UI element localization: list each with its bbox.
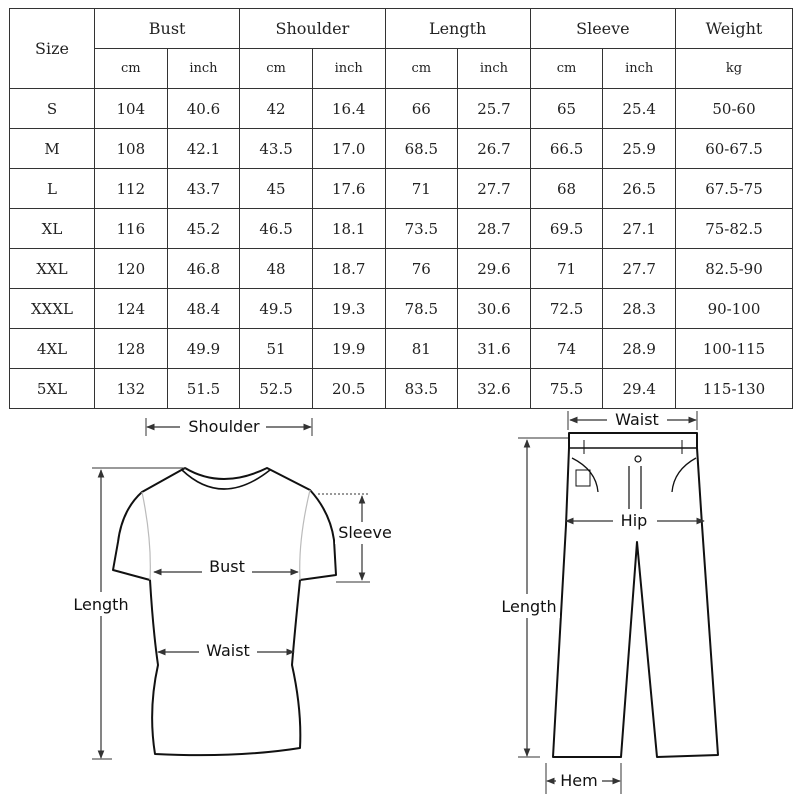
table-cell: 69.5	[530, 209, 603, 249]
table-row	[10, 89, 793, 129]
table-cell: 51.5	[167, 369, 240, 409]
unit-kg: kg	[676, 49, 793, 89]
sleeve-header: Sleeve	[530, 9, 675, 49]
table-cell: 40.6	[167, 89, 240, 129]
unit-cm: cm	[240, 49, 313, 89]
table-cell: 66.5	[530, 129, 603, 169]
table-cell: 42.1	[167, 129, 240, 169]
size-cell: 5XL	[10, 369, 95, 409]
unit-inch: inch	[458, 49, 531, 89]
table-cell: 18.7	[312, 249, 385, 289]
size-cell: XXL	[10, 249, 95, 289]
table-cell: 74	[530, 329, 603, 369]
table-cell: 27.7	[458, 169, 531, 209]
table-row	[10, 369, 793, 409]
hem-label: Hem	[560, 771, 598, 790]
unit-inch: inch	[312, 49, 385, 89]
unit-inch: inch	[167, 49, 240, 89]
table-cell: 51	[240, 329, 313, 369]
table-cell: 20.5	[312, 369, 385, 409]
table-cell: 49.9	[167, 329, 240, 369]
table-cell: 43.7	[167, 169, 240, 209]
table-row	[10, 249, 793, 289]
size-cell: S	[10, 89, 95, 129]
table-cell: 128	[95, 329, 168, 369]
table-cell: 108	[95, 129, 168, 169]
table-cell: 78.5	[385, 289, 458, 329]
table-cell: 71	[530, 249, 603, 289]
table-cell: 45	[240, 169, 313, 209]
table-cell: 132	[95, 369, 168, 409]
table-cell: 124	[95, 289, 168, 329]
size-cell: XXXL	[10, 289, 95, 329]
table-cell: 49.5	[240, 289, 313, 329]
table-cell: 100-115	[676, 329, 793, 369]
tshirt-diagram	[68, 416, 395, 759]
table-cell: 60-67.5	[676, 129, 793, 169]
pants-outline	[553, 433, 718, 757]
pants-waist-label: Waist	[615, 410, 659, 429]
table-cell: 104	[95, 89, 168, 129]
table-cell: 28.9	[603, 329, 676, 369]
table-cell: 27.1	[603, 209, 676, 249]
table-cell: 25.9	[603, 129, 676, 169]
table-cell: 46.8	[167, 249, 240, 289]
table-cell: 90-100	[676, 289, 793, 329]
table-cell: 19.9	[312, 329, 385, 369]
table-cell: 19.3	[312, 289, 385, 329]
table-row	[10, 289, 793, 329]
table-row	[10, 129, 793, 169]
table-cell: 17.0	[312, 129, 385, 169]
waist-label: Waist	[206, 641, 250, 660]
table-cell: 25.7	[458, 89, 531, 129]
length-header: Length	[385, 9, 530, 49]
table-cell: 29.4	[603, 369, 676, 409]
pants-length-label: Length	[501, 597, 557, 616]
table-cell: 81	[385, 329, 458, 369]
table-cell: 45.2	[167, 209, 240, 249]
table-cell: 42	[240, 89, 313, 129]
table-cell: 75.5	[530, 369, 603, 409]
table-cell: 112	[95, 169, 168, 209]
table-cell: 82.5-90	[676, 249, 793, 289]
table-cell: 52.5	[240, 369, 313, 409]
table-cell: 48.4	[167, 289, 240, 329]
table-cell: 16.4	[312, 89, 385, 129]
table-cell: 120	[95, 249, 168, 289]
table-cell: 26.5	[603, 169, 676, 209]
table-cell: 27.7	[603, 249, 676, 289]
measurement-diagrams	[0, 410, 800, 800]
size-cell: M	[10, 129, 95, 169]
table-cell: 116	[95, 209, 168, 249]
tshirt-outline	[113, 468, 336, 755]
size-cell: L	[10, 169, 95, 209]
table-cell: 83.5	[385, 369, 458, 409]
unit-cm: cm	[95, 49, 168, 89]
group-header-row	[10, 9, 793, 49]
weight-header: Weight	[676, 9, 793, 49]
table-cell: 28.3	[603, 289, 676, 329]
bust-header: Bust	[95, 9, 240, 49]
table-cell: 65	[530, 89, 603, 129]
table-cell: 67.5-75	[676, 169, 793, 209]
pants-diagram	[496, 410, 718, 794]
size-rows	[10, 89, 793, 409]
table-cell: 76	[385, 249, 458, 289]
table-cell: 17.6	[312, 169, 385, 209]
bust-label: Bust	[209, 557, 245, 576]
table-cell: 28.7	[458, 209, 531, 249]
table-cell: 46.5	[240, 209, 313, 249]
table-cell: 26.7	[458, 129, 531, 169]
hip-label: Hip	[620, 511, 648, 530]
table-cell: 72.5	[530, 289, 603, 329]
size-cell: XL	[10, 209, 95, 249]
size-header: Size	[10, 9, 95, 89]
unit-header-row	[10, 49, 793, 89]
table-cell: 30.6	[458, 289, 531, 329]
table-cell: 48	[240, 249, 313, 289]
table-cell: 115-130	[676, 369, 793, 409]
table-cell: 43.5	[240, 129, 313, 169]
table-cell: 75-82.5	[676, 209, 793, 249]
table-row	[10, 169, 793, 209]
table-cell: 68.5	[385, 129, 458, 169]
unit-cm: cm	[530, 49, 603, 89]
table-cell: 32.6	[458, 369, 531, 409]
length-label: Length	[73, 595, 129, 614]
unit-inch: inch	[603, 49, 676, 89]
shoulder-header: Shoulder	[240, 9, 385, 49]
table-cell: 68	[530, 169, 603, 209]
sleeve-label: Sleeve	[338, 523, 392, 542]
size-cell: 4XL	[10, 329, 95, 369]
table-cell: 73.5	[385, 209, 458, 249]
pants-button	[635, 456, 641, 462]
table-cell: 50-60	[676, 89, 793, 129]
table-cell: 31.6	[458, 329, 531, 369]
table-cell: 71	[385, 169, 458, 209]
table-cell: 29.6	[458, 249, 531, 289]
table-cell: 66	[385, 89, 458, 129]
unit-cm: cm	[385, 49, 458, 89]
size-chart-table	[9, 8, 793, 409]
table-row	[10, 209, 793, 249]
table-cell: 18.1	[312, 209, 385, 249]
shoulder-label: Shoulder	[188, 417, 260, 436]
table-row	[10, 329, 793, 369]
table-cell: 25.4	[603, 89, 676, 129]
